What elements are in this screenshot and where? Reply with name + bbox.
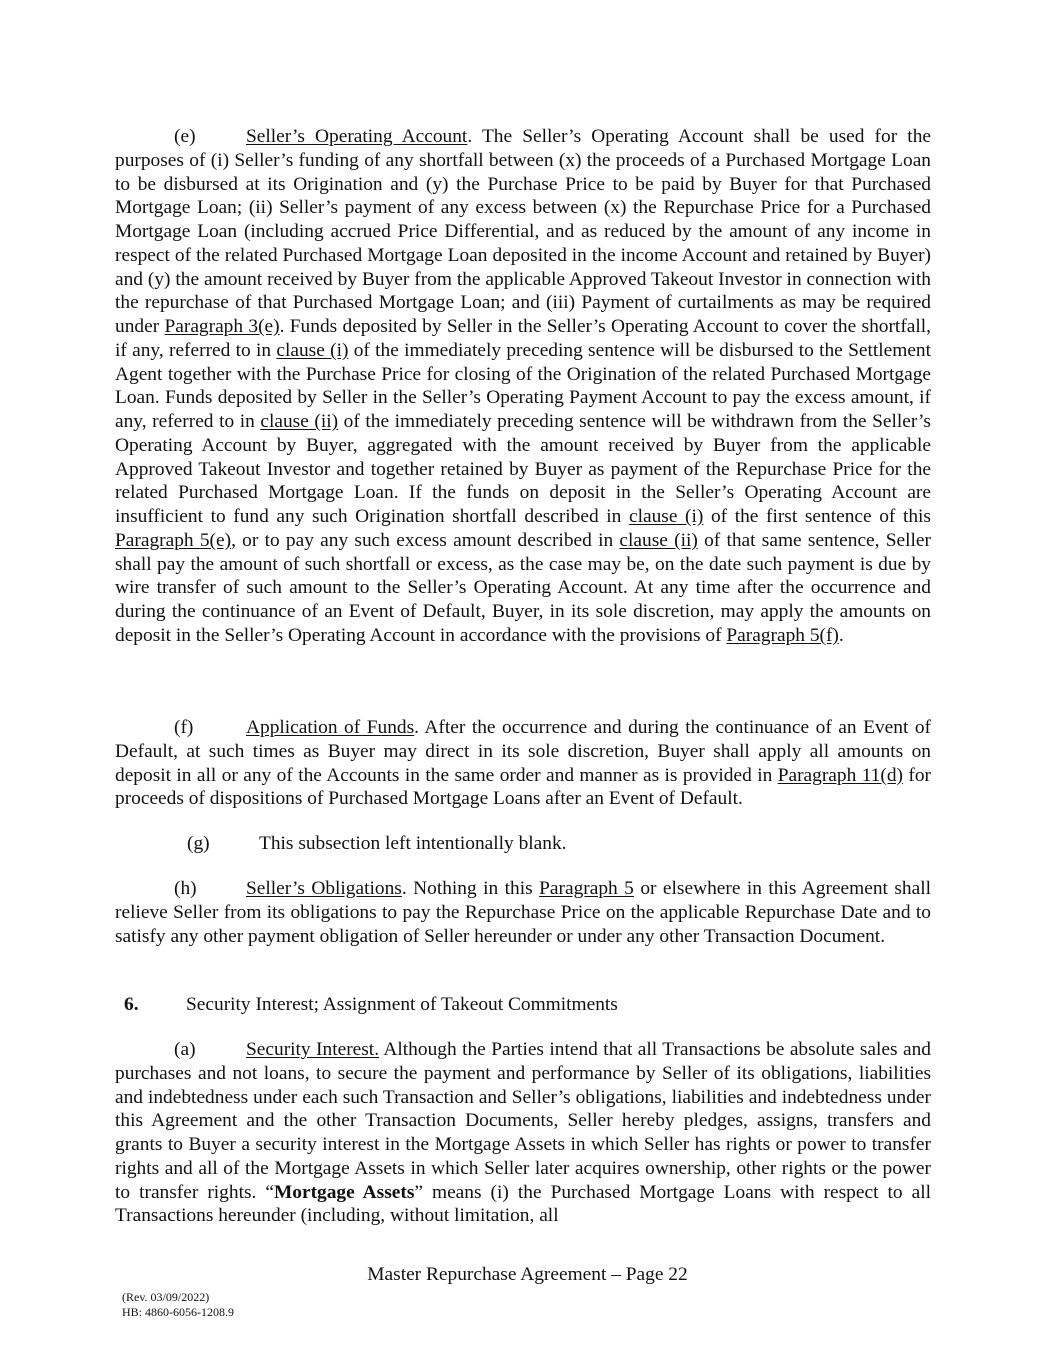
- paragraph-f-label: (f): [174, 717, 194, 738]
- paragraph-e-label: (e): [174, 126, 196, 147]
- cross-reference: Paragraph 11(d): [777, 764, 903, 786]
- cross-reference: Paragraph 5(e): [115, 529, 232, 551]
- paragraph-e-text: of the immediately preceding sentence will be disbursed to the Settlement Agent together with the Purchase Price for closing of the Origination of the related Purchased Mortgage Loan. Funds deposited by Seller in the Seller’s Operating Payment Account to pay the excess amount, if any, referred to in: [115, 339, 932, 432]
- paragraph-h-text: . Nothing in this: [401, 878, 540, 899]
- paragraph-6a: [115, 1038, 931, 1228]
- paragraph-f-heading: Application of Funds: [246, 717, 415, 738]
- paragraph-e-text: of the immediately preceding sentence will be withdrawn from the Seller’s Operating Account by Buyer, aggregated with the amount received by Buyer from the applicable Approved Takeout Investor and together retained by Buyer as payment of the Repurchase Price for the related Purchased Mortgage Loan. If the funds on deposit in the Seller’s Operating Account are insufficient to fund any such Origination shortfall described in: [115, 411, 931, 527]
- paragraph-e-text: .: [838, 624, 844, 646]
- paragraph-g-text: This subsection left intentionally blank.: [259, 833, 567, 854]
- revision-date: (Rev. 03/09/2022): [122, 1290, 210, 1304]
- cross-reference: clause (ii): [260, 411, 339, 432]
- paragraph-f-text: . After the occurrence and during the continuance of an Event of Default, at such times as Buyer may direct in its sole discretion, Buyer shall apply all amounts on deposit in all or any of the Accounts in the same order and manner as is provided in: [115, 717, 931, 786]
- paragraph-e-text: of that same sentence, Seller shall pay the amount of such shortfall or excess, as the case may be, on the date such payment is due by wire transfer of such amount to the Seller’s Operating Account. At any time after the occurrence and during the continuance of an Event of Default, Buyer, in its sole discretion, may apply the amounts on deposit in the Seller’s Operating Account in accordance with the provisions of: [115, 529, 931, 646]
- footer-revision: [122, 1290, 234, 1320]
- cross-reference: clause (i): [276, 339, 349, 361]
- paragraph-6a-heading: Security Interest.: [246, 1039, 380, 1060]
- section-title: Security Interest; Assignment of Takeout Commitments: [186, 994, 618, 1015]
- paragraph-e-text: . The Seller’s Operating Account shall be used for the purposes of (i) Seller’s funding of any shortfall between (x) the proceeds of a Purchased Mortgage Loan to be disbursed at its Origination and (y) the Purchase Price to be paid by Buyer for that Purchased Mortgage Loan; (ii) Seller’s payment of any excess between (x) the Repurchase Price for a Purchased Mortgage Loan (including accrued Price Differential, and as reduced by the amount of any income in respect of the related Purchased Mortgage Loan deposited in the income Account and retained by Buyer) and (y) the amount received by Buyer from the applicable Approved Takeout Investor in connection with the repurchase of that Purchased Mortgage Loan; and (iii) Payment of curtailments as may be required under: [115, 126, 931, 337]
- paragraph-h-label: (h): [174, 878, 197, 899]
- paragraph-e-heading: Seller’s Operating Account: [246, 126, 468, 147]
- paragraph-6a-label: (a): [174, 1039, 196, 1060]
- paragraph-6a-text: ” means (i) the Purchased Mortgage Loans with respect to all Transactions hereunder (including, without limitation, all: [115, 1181, 931, 1227]
- paragraph-e-text: . Funds deposited by Seller in the Seller’s Operating Account to cover the shortfall, if any, referred to in: [115, 316, 932, 361]
- cross-reference: Paragraph 3(e): [164, 316, 280, 337]
- cross-reference: Paragraph 5(f): [726, 624, 839, 646]
- document-id: HB: 4860-6056-1208.9: [122, 1305, 234, 1319]
- paragraph-g: [187, 832, 567, 856]
- paragraph-h-text: or elsewhere in this Agreement shall relieve Seller from its obligations to pay the Repurchase Price on the applicable Repurchase Date and to satisfy any other payment obligation of Seller hereunder or under any other Transaction Document.: [115, 878, 932, 947]
- section-6-heading: [124, 993, 618, 1017]
- paragraph-6a-text: Although the Parties intend that all Transactions be absolute sales and purchases and not loans, to secure the payment and performance by Seller of its obligations, liabilities and indebtedness under each such Transaction and Seller’s obligations, liabilities and indebtedness under this Agreement and the other Transaction Documents, Seller hereby pledges, assigns, transfers and grants to Buyer a security interest in the Mortgage Assets in which Seller has rights or power to transfer rights and all of the Mortgage Assets in which Seller later acquires ownership, other rights or the power to transfer rights. “: [115, 1039, 931, 1203]
- cross-reference: clause (i): [628, 506, 704, 527]
- footer-title: Master Repurchase Agreement – Page 22: [367, 1264, 688, 1285]
- paragraph-h-heading: Seller’s Obligations: [246, 878, 402, 899]
- paragraph-g-label: (g): [187, 833, 210, 854]
- cross-reference: clause (ii): [619, 529, 698, 551]
- defined-term: Mortgage Assets: [273, 1181, 415, 1203]
- cross-reference: Paragraph 5: [539, 878, 634, 899]
- paragraph-f: [115, 716, 931, 811]
- section-number: 6.: [124, 994, 139, 1015]
- paragraph-e: [115, 125, 931, 648]
- paragraph-e-text: of the first sentence of this: [703, 506, 931, 527]
- paragraph-h: [115, 877, 931, 948]
- paragraph-f-text: for proceeds of dispositions of Purchased Mortgage Loans after an Event of Default.: [115, 764, 931, 810]
- paragraph-e-text: , or to pay any such excess amount described in: [231, 529, 620, 551]
